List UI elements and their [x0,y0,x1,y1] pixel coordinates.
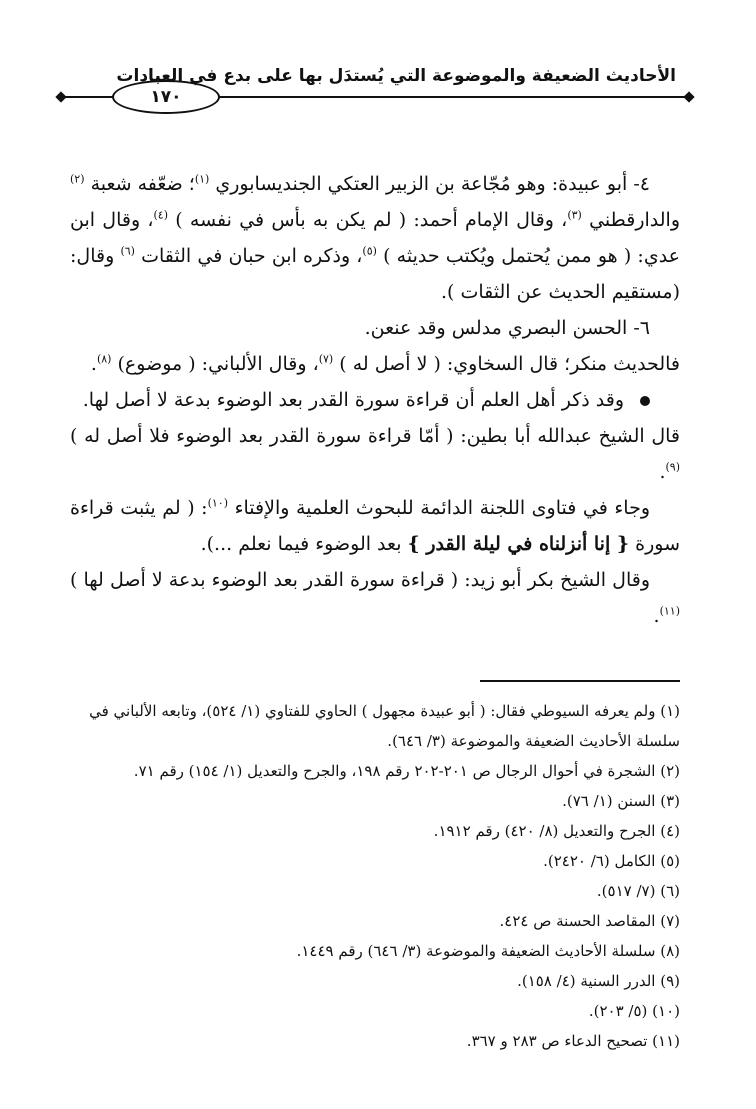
page-header [60,62,690,107]
footnote-ref: (٨) [96,352,112,366]
text-segment: وقال الشيخ بكر أبو زيد: ( قراءة سورة القدر بعد الوضوء بدعة لا أصل لها ) [70,569,650,591]
footnote-ref: (٤) [153,208,169,222]
text-segment: . [659,461,666,483]
text-segment: ، وقال الإمام أحمد: ( لم يكن به بأس في نفسه ) [175,209,568,231]
quran-verse: { إنا أنزلناه في ليلة القدر } [407,533,630,555]
text-segment: وقال: (مستقيم الحديث عن الثقات ). [70,245,680,303]
footnote-ref: (١) [194,172,210,186]
bullet-paragraph [70,382,680,418]
text-segment: فالحديث منكر؛ قال السخاوي: ( لا أصل له ) [339,353,680,375]
header-diamond-right-icon [683,91,694,102]
paragraph-narrator [70,166,680,310]
footnote-item: (٢) الشجرة في أحوال الرجال ص ٢٠١-٢٠٢ رقم ١٩٨، والجرح والتعديل (١/ ١٥٤) رقم ٧١. [133,762,680,780]
footnote-ref: (٢) [70,172,85,186]
footnote-ref: (٩) [665,460,680,474]
running-title: الأحاديث الضعيفة والموضوعة التي يُستدَل بها على بدع في العبادات [116,66,676,86]
paragraph-hasan: ٦- الحسن البصري مدلس وقد عنعن. [364,317,650,339]
text-segment: ٤- أبو عبيدة: وهو مُجّاعة بن الزبير العتكي الجنديسابوري [215,173,650,195]
footnote-item: (٧) المقاصد الحسنة ص ٤٢٤. [499,912,680,930]
text-segment: قال الشيخ عبدالله أبا بطين: ( أمّا قراءة سورة القدر بعد الوضوء فلا أصل له ) [70,425,680,447]
footnote-item: (٦) (٧/ ٥١٧). [596,882,680,900]
footnote-item: (٩) الدرر السنية (٤/ ١٥٨). [517,972,680,990]
text-segment: ، وقال الألباني: ( موضوع) [117,353,319,375]
footnote-ref: (٣) [567,208,582,222]
text-segment: . [653,605,660,627]
bullet-text: وقد ذكر أهل العلم أن قراءة سورة القدر بعد الوضوء بدعة لا أصل لها. [82,389,624,411]
footnote-item: (١) ولم يعرفه السيوطي فقال: ( أبو عبيدة مجهول ) الحاوي للفتاوي (١/ ٥٢٤)، وتابعه الألباني في سلسلة الأحاديث الضعيفة والموضوعة (٣/ ٦٤٦). [89,702,680,750]
text-segment: والدارقطني [589,209,681,231]
text-segment: . [90,353,97,375]
footnote-ref: (١١) [659,604,680,618]
footnote-ref: (٧) [318,352,334,366]
header-diamond-left-icon [55,91,66,102]
footnote-separator [480,680,680,682]
paragraph-bakr-abu-zaid [70,562,680,634]
footnote-item: (٤) الجرح والتعديل (٨/ ٤٢٠) رقم ١٩١٢. [433,822,680,840]
text-segment: ، وذكره ابن حبان في الثقات [141,245,363,267]
footnote-item: (١١) تصحيح الدعاء ص ٢٨٣ و ٣٦٧. [466,1032,680,1050]
footnote-ref: (٦) [120,244,135,258]
footnote-item: (٥) الكامل (٦/ ٢٤٢٠). [543,852,680,870]
footnote-item: (٨) سلسلة الأحاديث الضعيفة والموضوعة (٣/ ٦٤٦) رقم ١٤٤٩. [296,942,680,960]
paragraph-fatawa [70,490,680,562]
paragraph-aba-butain [70,418,680,490]
footnote-item: (٣) السنن (١/ ٧٦). [562,792,680,810]
paragraph-verdict [70,346,680,382]
text-segment: : ( لم يثبت قراءة سورة [70,497,680,555]
page-number: ١٧٠ [112,80,220,114]
footnote-ref: (٥) [362,244,377,258]
text-segment: وجاء في فتاوى اللجنة الدائمة للبحوث العلمية والإفتاء [234,497,650,519]
main-text [70,166,680,634]
footnote-ref: (١٠) [207,496,229,510]
footnotes [70,696,680,1056]
bullet-icon [640,396,650,406]
text-segment: بعد الوضوء فيما نعلم ...). [200,533,402,555]
text-segment: ؛ ضعّفه شعبة [90,173,195,195]
text-segment: ، وقال ابن عدي: ( هو ممن يُحتمل ويُكتب حديثه ) [70,209,681,267]
footnote-item: (١٠) (٥/ ٢٠٣). [588,1002,680,1020]
